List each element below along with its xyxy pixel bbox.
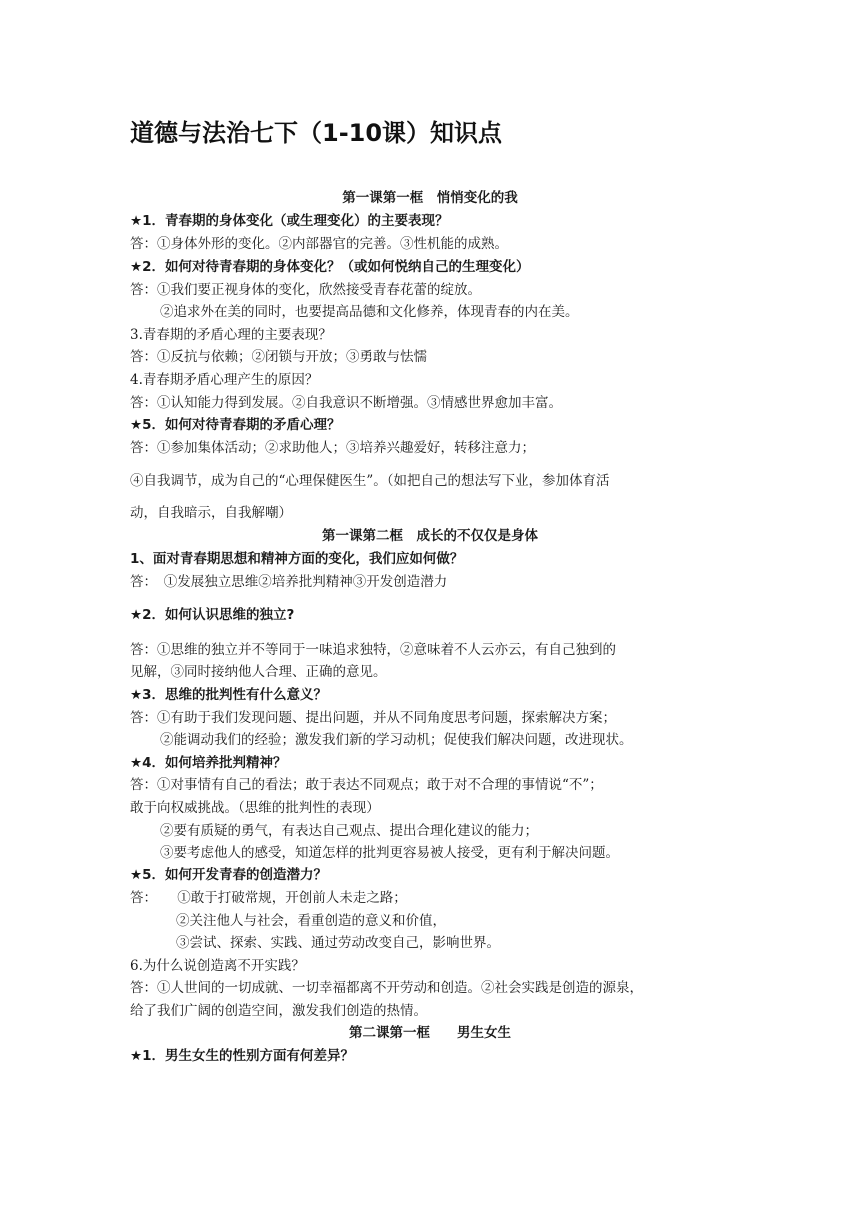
answer-line: ②能调动我们的经验；激发我们新的学习动机；促使我们解决问题，改进现状。 xyxy=(160,732,633,748)
question-line: ★1．青春期的身体变化（或生理变化）的主要表现？ xyxy=(130,213,449,229)
question-line: ★1．男生女生的性别方面有何差异？ xyxy=(130,1048,354,1064)
question-line: 6.为什么说创造离不开实践？ xyxy=(130,958,305,974)
answer-line: 答： ①发展独立思维②培养批判精神③开发创造潜力 xyxy=(130,574,448,590)
question-line: ★4．如何培养批判精神？ xyxy=(130,755,287,771)
answer-line: ③尝试、探索、实践、通过劳动改变自己，影响世界。 xyxy=(176,935,500,951)
answer-line: 答：①对事情有自己的看法；敢于表达不同观点；敢于对不合理的事情说“不”； xyxy=(130,777,603,793)
answer-line: 敢于向权威挑战。（思维的批判性的表现） xyxy=(130,800,380,816)
section-heading: 第一课第二框 成长的不仅仅是身体 xyxy=(322,528,538,544)
section-heading: 第一课第一框 悄悄变化的我 xyxy=(342,190,518,206)
document-title: 道德与法治七下（1-10课）知识点 xyxy=(130,119,503,147)
answer-line: ④自我调节，成为自己的“心理保健医生”。（如把自己的想法写下业，参加体育活 xyxy=(130,473,610,489)
answer-line: 答：①思维的独立并不等同于一味追求独特，②意味着不人云亦云，有自己独到的 xyxy=(130,642,616,658)
answer-line: 答：①参加集体活动；②求助他人；③培养兴趣爱好，转移注意力； xyxy=(130,440,535,456)
answer-line: ②追求外在美的同时，也要提高品德和文化修养，体现青春的内在美。 xyxy=(160,304,579,320)
question-line: ★2．如何认识思维的独立? xyxy=(130,607,295,623)
question-line: ★5．如何开发青春的创造潜力？ xyxy=(130,867,327,883)
answer-line: 答：①反抗与依赖；②闭锁与开放；③勇敢与怯懦 xyxy=(130,349,427,365)
question-line: 1、面对青春期思想和精神方面的变化，我们应如何做？ xyxy=(130,551,464,567)
answer-line: 答：①认知能力得到发展。②自我意识不断增强。③情感世界愈加丰富。 xyxy=(130,395,562,411)
question-line: 3.青春期的矛盾心理的主要表现？ xyxy=(130,327,332,343)
section-heading: 第二课第一框 男生女生 xyxy=(349,1025,511,1041)
answer-line: 答：①人世间的一切成就、一切幸福都离不开劳动和创造。②社会实践是创造的源泉， xyxy=(130,980,643,996)
answer-line: 答： ①敢于打破常规，开创前人未走之路； xyxy=(130,890,407,906)
question-line: ★3．思维的批判性有什么意义？ xyxy=(130,687,327,703)
answer-line: 答：①有助于我们发现问题、提出问题，并从不同角度思考问题，探索解决方案； xyxy=(130,710,616,726)
answer-line: ②要有质疑的勇气，有表达自己观点、提出合理化建议的能力； xyxy=(160,823,538,839)
answer-line: 给了我们广阔的创造空间，激发我们创造的热情。 xyxy=(130,1003,427,1019)
question-line: 4.青春期矛盾心理产生的原因？ xyxy=(130,372,319,388)
answer-line: 见解，③同时接纳他人合理、正确的意见。 xyxy=(130,664,387,680)
question-line: ★5．如何对待青春期的矛盾心理？ xyxy=(130,417,341,433)
answer-line: 动，自我暗示，自我解嘲） xyxy=(130,505,292,521)
answer-line: 答：①身体外形的变化。②内部器官的完善。③性机能的成熟。 xyxy=(130,236,508,252)
answer-line: 答：①我们要正视身体的变化，欣然接受青春花蕾的绽放。 xyxy=(130,282,481,298)
answer-line: ②关注他人与社会，看重创造的意义和价值， xyxy=(176,913,446,929)
answer-line: ③要考虑他人的感受，知道怎样的批判更容易被人接受，更有利于解决问题。 xyxy=(160,845,619,861)
question-line: ★2．如何对待青春期的身体变化？（或如何悦纳自己的生理变化） xyxy=(130,259,530,275)
